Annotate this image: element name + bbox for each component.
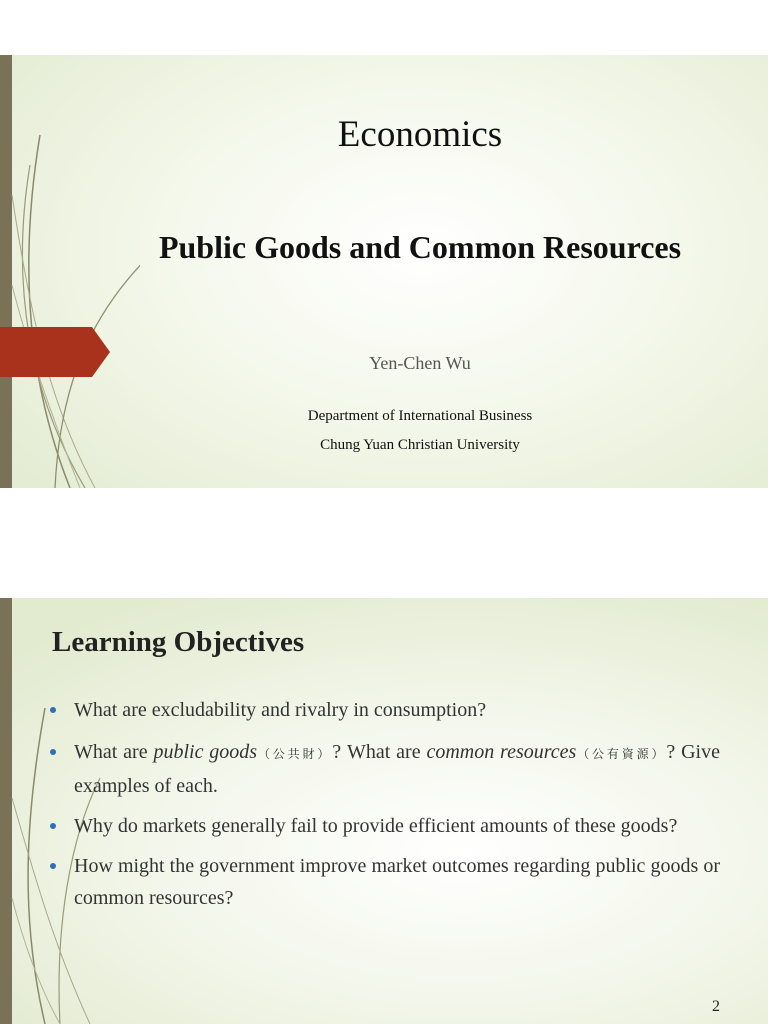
objectives-list bbox=[50, 694, 720, 922]
university-name: Chung Yuan Christian University bbox=[320, 437, 520, 453]
bullet-text: What are bbox=[74, 741, 154, 763]
slide-heading: Learning Objectives bbox=[52, 626, 305, 658]
bullet-icon bbox=[50, 749, 56, 755]
presentation-title: Economics bbox=[337, 114, 503, 155]
term-common-resources: common resources bbox=[426, 741, 577, 763]
title-slide bbox=[0, 55, 768, 488]
bullet-icon bbox=[50, 823, 56, 829]
bullet-text: What are excludability and rivalry in consumption? bbox=[74, 699, 487, 721]
list-item bbox=[50, 694, 720, 726]
list-item bbox=[50, 810, 720, 842]
chinese-term: （公共財） bbox=[257, 747, 333, 761]
bullet-icon bbox=[50, 863, 56, 869]
bullet-text: Why do markets generally fail to provide efficient amounts of these goods? bbox=[74, 815, 678, 837]
list-item bbox=[50, 850, 720, 914]
page-number: 2 bbox=[712, 998, 720, 1015]
bullet-text: ? What are bbox=[332, 741, 427, 763]
presentation-subtitle: Public Goods and Common Resources bbox=[158, 229, 682, 265]
bullet-text: ? Give examples of each. bbox=[74, 741, 720, 797]
list-item bbox=[50, 736, 720, 802]
bullet-icon bbox=[50, 707, 56, 713]
author-name: Yen-Chen Wu bbox=[369, 353, 471, 373]
department-name: Department of International Business bbox=[307, 408, 533, 424]
objectives-slide bbox=[0, 598, 768, 1024]
bullet-text: How might the government improve market outcomes regarding public goods or common resources? bbox=[74, 855, 720, 909]
chinese-term: （公有資源） bbox=[576, 747, 667, 761]
term-public-goods: public goods bbox=[153, 741, 258, 763]
